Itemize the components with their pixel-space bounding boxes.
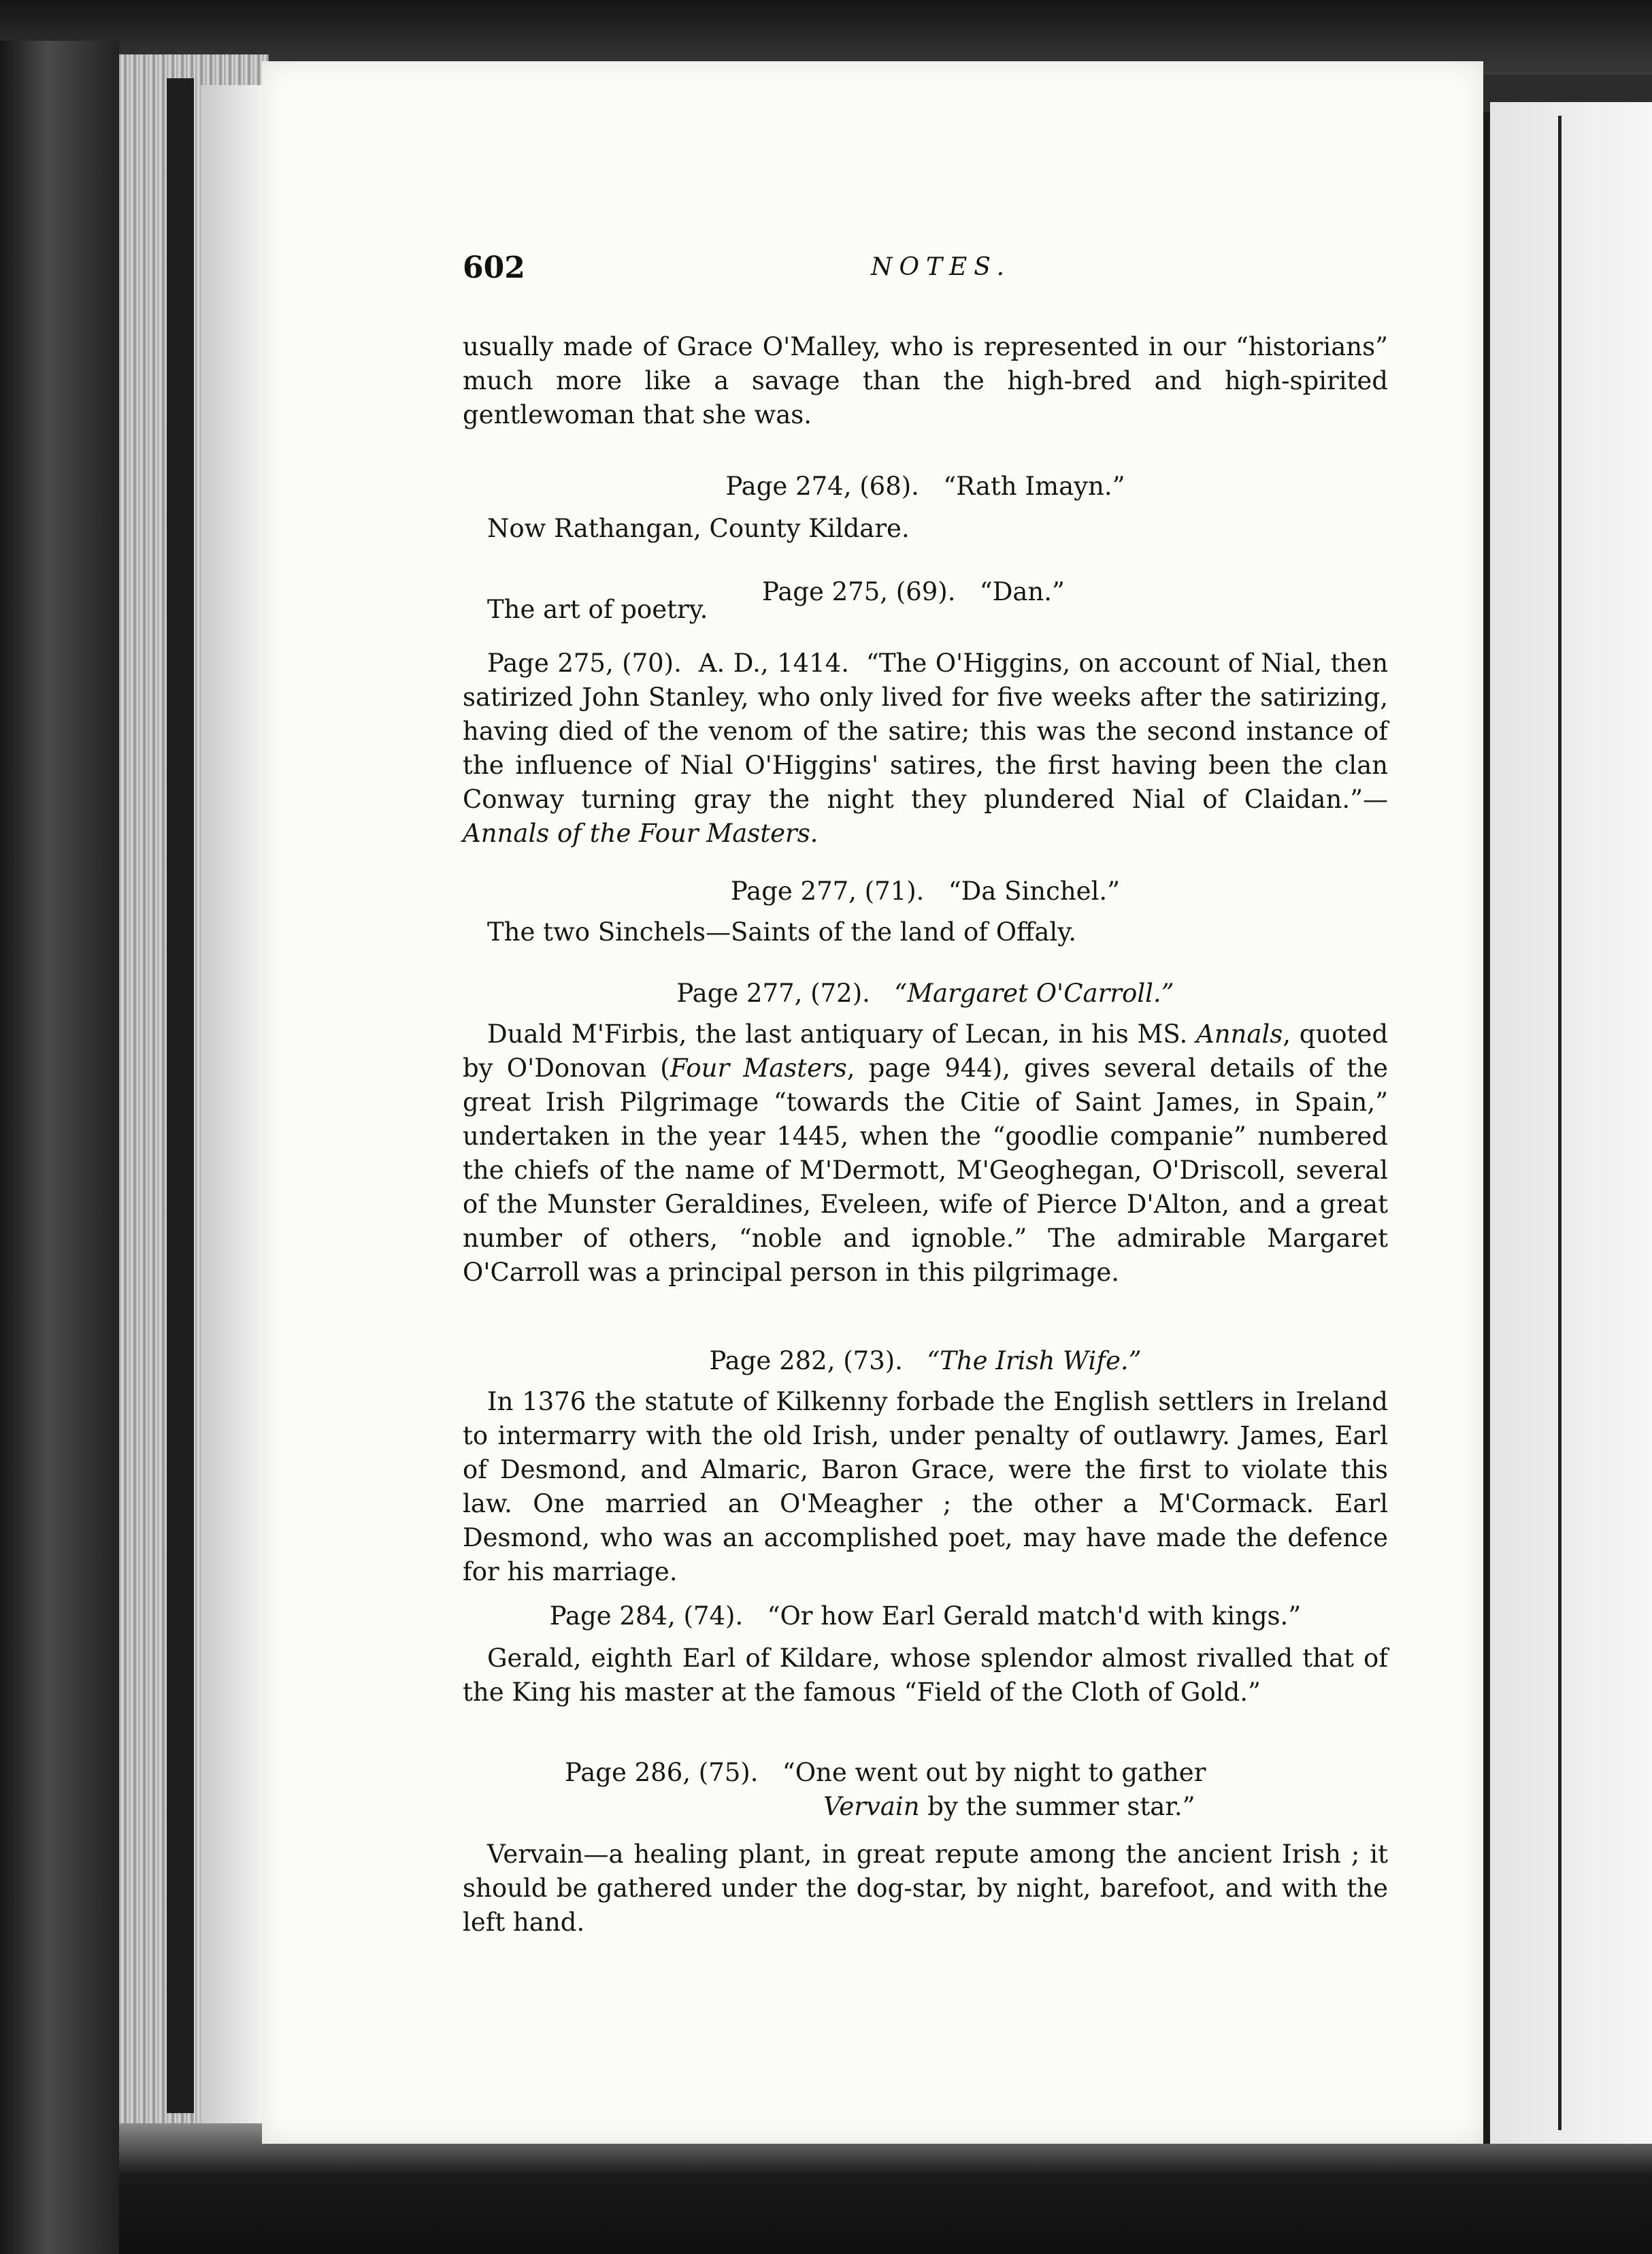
note-quote: A. D., 1414. — [698, 649, 849, 678]
note-text: Duald M'Firbis, the last antiquary of Lecan, in his MS. — [487, 1019, 1196, 1049]
note-text: , quoted by O'Donovan ( — [463, 1019, 1389, 1083]
note-heading-74 — [463, 1599, 1388, 1633]
note-text: The two Sinchels—Saints of the land of Offaly. — [487, 917, 1076, 947]
note-quote: “Da Sinchel.” — [948, 877, 1121, 906]
note-ref: Page 274, (68). — [725, 472, 919, 501]
note-quote-italic: Vervain — [823, 1792, 920, 1821]
note-quote: “Margaret O'Carroll.” — [894, 979, 1174, 1008]
note-quote-continued: by the summer star.” — [919, 1792, 1195, 1821]
page-stack-inner — [201, 85, 262, 2127]
facing-page-rule — [1558, 116, 1562, 2130]
running-head — [463, 250, 1388, 291]
book-cover-edge — [0, 41, 119, 2254]
note-body-70 — [463, 647, 1388, 851]
note-heading-72 — [463, 977, 1388, 1011]
note-text: In 1376 the statute of Kilkenny forbade the English settlers in Ireland to intermarry with the old Irish, under penalty of outlawry. James, Earl of Desmond, and Almaric, Baron Grace, were the first to violate this law. One married an O'Meagher ; the other a M'Cormack. Earl Desmond, who was an accomplished poet, may have made the defence for his marriage. — [463, 1387, 1388, 1586]
note-ref: Page 277, (71). — [730, 877, 925, 906]
note-text: , page 944), gives several details of the great Irish Pilgrimage “towards the Citie of Saint James, in Spain,” undertaken in the year 1445, when the “goodlie companie” numbered the chiefs of the name of M'Dermott, M'Geoghegan, O'Driscoll, several of the Munster Geraldines, Eveleen, wife of Pierce D'Alton, and a great number of others, “noble and ignoble.” The admirable Margaret O'Carroll was a principal person in this pilgrimage. — [463, 1054, 1389, 1287]
note-heading-73 — [463, 1344, 1388, 1378]
note-body-71 — [463, 915, 1388, 949]
note-text-italic: Four Masters — [670, 1054, 847, 1083]
note-ref: Page 282, (73). — [709, 1346, 903, 1375]
note-quote: “Or how Earl Gerald match'd with kings.” — [767, 1601, 1302, 1631]
note-source: —Annals of the Four Masters. — [463, 785, 1388, 848]
note-heading-69 — [762, 575, 1065, 609]
note-text-italic: Annals — [1195, 1019, 1283, 1049]
note-69 — [463, 575, 1388, 627]
note-text: The art of poetry. — [487, 595, 708, 624]
note-body-74 — [463, 1642, 1388, 1710]
intro-paragraph — [463, 330, 1388, 432]
note-quote: “One went out by night to gather — [782, 1758, 1206, 1787]
page-stack-shadow — [167, 78, 194, 2113]
page-gutter-rule — [1483, 112, 1490, 2144]
page-header: NOTES. — [871, 253, 1012, 281]
note-body-75 — [463, 1838, 1388, 1940]
note-heading-75 — [463, 1756, 1388, 1824]
note-text: Now Rathangan, County Kildare. — [487, 514, 910, 543]
note-ref: Page 286, (75). — [565, 1758, 759, 1787]
note-quote: “Rath Imayn.” — [943, 472, 1125, 501]
note-body-68 — [463, 512, 1388, 546]
note-body-73 — [463, 1385, 1388, 1589]
note-quote: “The Irish Wife.” — [927, 1346, 1142, 1375]
note-body-72 — [463, 1017, 1388, 1290]
intro-text: usually made of Grace O'Malley, who is represented in our “historians” much more like a savage than the high-bred and high-spirited gentlewoman that she was. — [463, 332, 1388, 429]
note-quote: “Dan.” — [979, 577, 1065, 606]
note-ref: Page 275, (69). — [762, 577, 956, 606]
note-text: Gerald, eighth Earl of Kildare, whose splendor almost rivalled that of the King his master at the famous “Field of the Cloth of Gold.” — [463, 1644, 1388, 1707]
note-ref: Page 277, (72). — [676, 979, 870, 1008]
page-number: 602 — [463, 250, 525, 285]
note-text: “The O'Higgins, on account of Nial, then satirized John Stanley, who only lived for five weeks after the satirizing, having died of the venom of the satire; this was the second instance of the influence of Nial O'Higgins' satires, the first having been the clan Conway turning gray the night they plundered Nial of Claidan.” — [463, 649, 1389, 814]
note-heading-71 — [463, 875, 1388, 909]
note-ref: Page 275, (70). — [487, 649, 682, 678]
note-text: Vervain—a healing plant, in great repute among the ancient Irish ; it should be gathered under the dog-star, by night, barefoot, and with the left hand. — [463, 1840, 1388, 1937]
note-ref: Page 284, (74). — [549, 1601, 744, 1631]
note-heading-68 — [463, 470, 1388, 504]
facing-page — [1490, 102, 1652, 2144]
